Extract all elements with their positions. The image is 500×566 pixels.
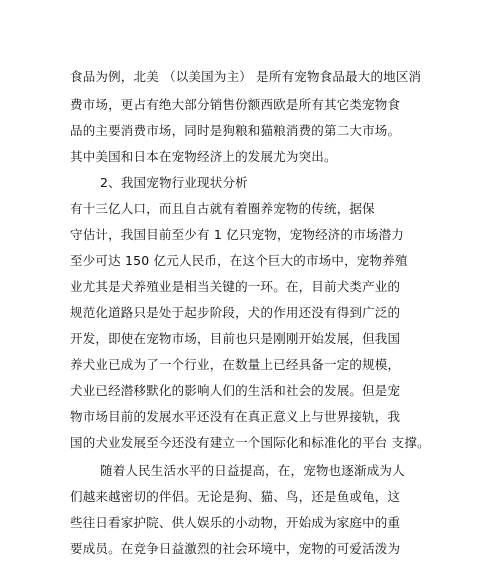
text-line: 物市场目前的发展水平还没有在真正意义上与世界接轨，我 [70,409,401,424]
text-line: 要成员。在竞争日益激烈的社会环境中，宠物的可爱活泼为 [70,541,401,556]
text-line: 其中美国和日本在宠物经济上的发展尤为突出。 [70,149,337,164]
text-line: 些往日看家护院、供人娱乐的小动物，开始成为家庭中的重 [70,515,401,530]
text-line: 养犬业已成为了一个行业，在数量上已经具备一定的规模， [70,357,401,372]
text-line: 们越来越密切的伴侣。无论是狗、猫、鸟，还是鱼或龟，这 [70,489,401,504]
text-line: 开发，即使在宠物市场，目前也只是刚刚开始发展，但我国 [70,331,401,346]
text-line: 食品为例，北美 （以美国为主） 是所有宠物食品最大的地区消 [70,69,422,84]
text-line: 国的犬业发展至今还没有建立一个国际化和标准化的平台 支撑。 [70,435,430,450]
text-line: 守估计，我国目前至少有 1 亿只宠物，宠物经济的市场潜力 [70,227,405,242]
text-line: 业尤其是犬养殖业是相当关键的一环。在，目前犬类产业的 [70,279,401,294]
text-line: 至少可达 150 亿元人民币，在这个巨大的市场中，宠物养殖 [70,253,408,268]
text-line: 有十三亿人口，而且自古就有着圈养宠物的传统，据保 [70,201,375,216]
text-line: 随着人民生活水平的日益提高，在，宠物也逐渐成为人 [100,463,405,478]
text-line: 品的主要消费市场，同时是狗粮和猫粮消费的第二大市场。 [70,123,401,138]
text-line: 犬业已经潜移默化的影响人们的生活和社会的发展。但是宠 [70,383,401,398]
text-line: 规范化道路只是处于起步阶段，犬的作用还没有得到广泛的 [70,305,401,320]
section-heading: 2、我国宠物行业现状分析 [100,175,248,190]
text-line: 费市场，更占有绝大部分销售份额西欧是所有其它类宠物食 [70,97,401,112]
